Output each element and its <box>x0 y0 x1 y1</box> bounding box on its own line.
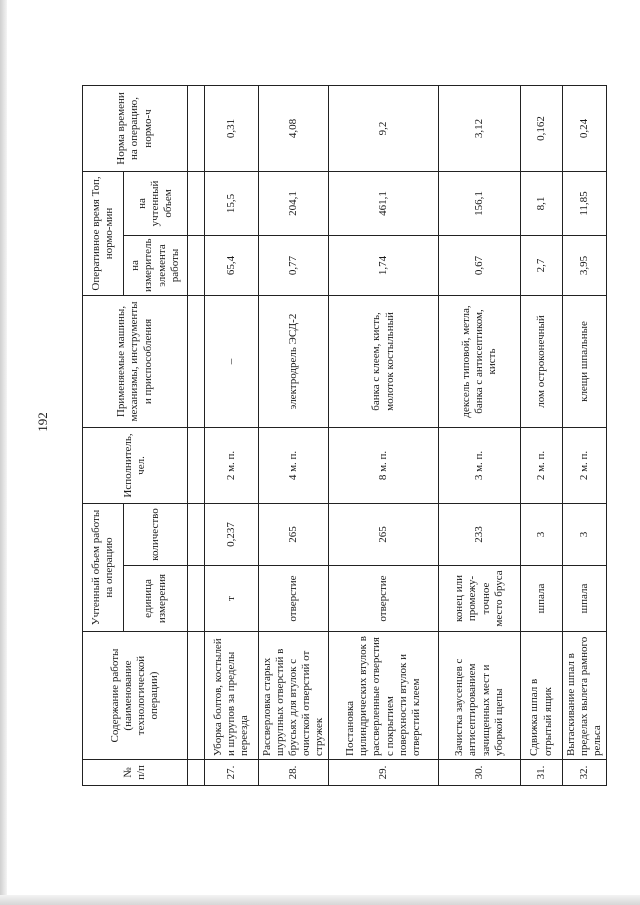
row-time-total: 15,5 <box>205 171 259 235</box>
row-time-total: 11,85 <box>563 171 607 235</box>
row-unit: т <box>205 566 259 632</box>
row-qty: 265 <box>259 503 329 565</box>
header-optime: Оперативное время Топ, нормо-мин <box>83 171 124 295</box>
row-unit: отверстие <box>329 566 439 632</box>
row-content: Уборка болтов, костылей и шурупов за пределы переезда <box>205 632 259 760</box>
header-tools: Применяемые машины, механизмы, инструменты и приспособления <box>83 295 188 427</box>
table-row <box>521 85 563 785</box>
row-norm: 3,12 <box>439 85 521 171</box>
row-num: 28. <box>259 760 329 786</box>
row-time-unit: 0,67 <box>439 235 521 295</box>
norms-table <box>82 85 607 786</box>
row-qty: 233 <box>439 503 521 565</box>
page-number: 192 <box>35 412 50 432</box>
row-tools: дексель типовой, метла, банка с антисептиком, кисть <box>439 295 521 427</box>
header-optime-total: на учтенный объем <box>124 171 188 235</box>
row-time-unit: 1,74 <box>329 235 439 295</box>
header-volume: Учтенный объем работы на операцию <box>83 503 124 631</box>
row-time-unit: 3,95 <box>563 235 607 295</box>
row-tools: – <box>205 295 259 427</box>
table-row <box>329 85 439 785</box>
row-content: Зачистка заусенцев с антисептированием зачищенных мест и уборкой щепы <box>439 632 521 760</box>
row-performer: 2 м. п. <box>205 427 259 503</box>
row-num: 32. <box>563 760 607 786</box>
row-tools: банка с клеем, кисть, молоток костыльный <box>329 295 439 427</box>
header-volume-qty: количество <box>124 503 188 565</box>
row-content: Сдвижка шпал в отрытый ящик <box>521 632 563 760</box>
row-norm: 0,162 <box>521 85 563 171</box>
row-content: Постановка цилиндрических втулок в рассверленные отверстия с покрытием поверхности втулок и отверстий клеем <box>329 632 439 760</box>
row-num: 27. <box>205 760 259 786</box>
row-norm: 0,24 <box>563 85 607 171</box>
table-row <box>205 85 259 785</box>
row-norm: 4,08 <box>259 85 329 171</box>
header-optime-unit: на измеритель элемента работы <box>124 235 188 295</box>
header-content: Содержание работы (наименование технологической операции) <box>83 632 188 760</box>
header-num: № п/п <box>83 760 188 786</box>
row-time-total: 461,1 <box>329 171 439 235</box>
row-performer: 2 м. п. <box>563 427 607 503</box>
row-performer: 3 м. п. <box>439 427 521 503</box>
row-qty: 265 <box>329 503 439 565</box>
row-num: 30. <box>439 760 521 786</box>
table-row <box>439 85 521 785</box>
header-volume-unit: единица измерения <box>124 566 188 632</box>
row-time-total: 156,1 <box>439 171 521 235</box>
row-qty: 3 <box>521 503 563 565</box>
row-time-unit: 2,7 <box>521 235 563 295</box>
table-row <box>259 85 329 785</box>
row-performer: 8 м. п. <box>329 427 439 503</box>
row-norm: 9,2 <box>329 85 439 171</box>
header-norm: Норма времени на операцию, нормо-ч <box>83 85 188 171</box>
row-performer: 2 м. п. <box>521 427 563 503</box>
row-performer: 4 м. п. <box>259 427 329 503</box>
column-number-row <box>188 85 205 785</box>
row-time-unit: 65,4 <box>205 235 259 295</box>
row-time-total: 204,1 <box>259 171 329 235</box>
row-tools: клещи шпальные <box>563 295 607 427</box>
table-row <box>563 85 607 785</box>
row-tools: электродрель ЭСД-2 <box>259 295 329 427</box>
row-unit: шпала <box>563 566 607 632</box>
scan-edge-shadow <box>0 0 7 905</box>
row-content: Рассверловка старых шурупных отверстий в брусьях для втулок с очисткой отверстий от стружек <box>259 632 329 760</box>
row-unit: отверстие <box>259 566 329 632</box>
row-content: Вытаскивание шпал в пределах вылета рамного рельса <box>563 632 607 760</box>
row-tools: лом остроконечный <box>521 295 563 427</box>
row-norm: 0,31 <box>205 85 259 171</box>
header-performer: Исполнитель, чел. <box>83 427 188 503</box>
row-time-total: 8,1 <box>521 171 563 235</box>
row-unit: конец или промежу-точное место бруса <box>439 566 521 632</box>
rotated-table-container <box>82 86 640 786</box>
scan-bottom-shadow <box>0 895 640 905</box>
row-num: 29. <box>329 760 439 786</box>
row-qty: 0,237 <box>205 503 259 565</box>
row-time-unit: 0,77 <box>259 235 329 295</box>
row-num: 31. <box>521 760 563 786</box>
row-unit: шпала <box>521 566 563 632</box>
row-qty: 3 <box>563 503 607 565</box>
